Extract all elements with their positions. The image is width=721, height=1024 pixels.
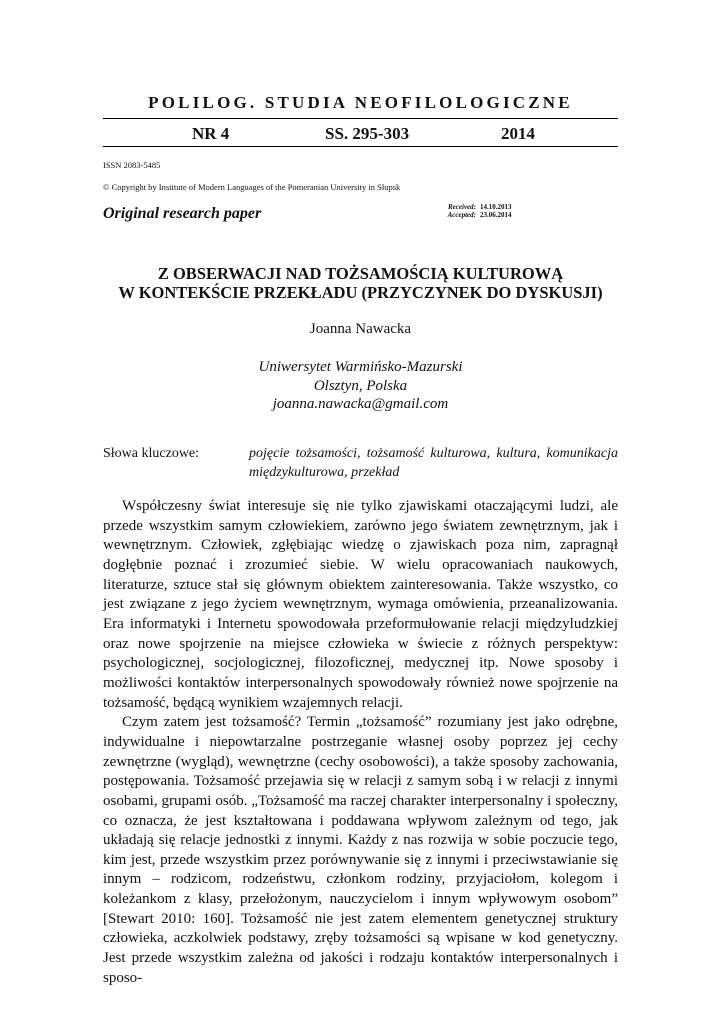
author-city: Olsztyn, Polska xyxy=(313,378,408,394)
header-rule-top xyxy=(103,118,618,119)
article-title-line-1: Z OBSERWACJI NAD TOŻSAMOŚCIĄ KULTUROWĄ xyxy=(157,264,564,283)
header-rule-bottom xyxy=(103,146,618,147)
copyright-notice: © Copyright by Institute of Modern Languages of the Pomeranian University in Słupsk xyxy=(103,182,401,192)
author-email: joanna.nawacka@gmail.com xyxy=(272,396,449,412)
accepted-date: 23.06.2014 xyxy=(480,211,512,219)
received-date: 14.10.2013 xyxy=(480,203,512,211)
accepted-label: Accepted: xyxy=(447,211,476,219)
article-title-line-2: W KONTEKŚCIE PRZEKŁADU (PRZYCZYNEK DO DYSKUSJI) xyxy=(118,283,603,302)
keywords-list: pojęcie tożsamości, tożsamość kulturowa, kultura, komunikacja międzykulturowa, przekład xyxy=(249,446,618,480)
keywords-label: Słowa kluczowe: xyxy=(103,446,200,461)
article-title xyxy=(0,264,721,302)
body-paragraph-2: Czym zatem jest tożsamość? Termin „tożsamość” rozumiany jest jako odrębne, indywidualne i niepowtarzalne postrzeganie własnej osoby poprzez jej cechy zewnętrzne (wygląd), wewnętrzne (cechy osobowości), a także sposoby zachowania, postępowania. Tożsamość przejawia się w relacji z samym sobą i w relacji z innymi osobami, grupami osób. „Tożsamość ma raczej charakter interpersonalny i społeczny, co oznacza, że jest kształtowana i poddawana wpływom zależnym od tego, jak układają się relacje jednostki z innymi. Każdy z nas rozwija w sobie poczucie tego, kim jest, przede wszystkim przez porównywanie się z innymi i przeciwstawianie się innym – rodzicom, rodzeństwu, członkom rodziny, przyjaciołom, kolegom i koleżankom z klasy, przełożonym, nauczycielom i innym wpływowym osobom” [Stewart 2010: 160]. Tożsamość nie jest zatem elementem genetycznej struktury człowieka, aczkolwiek podstawy, zręby tożsamości są wpisane w kod genetyczny. Jest przede wszystkim zależna od jakości i rodzaju kontaktów interpersonalnych i sposo- xyxy=(103,714,618,986)
issn: ISSN 2083-5485 xyxy=(103,160,161,170)
journal-issue: NR 4 xyxy=(192,124,230,143)
submission-dates xyxy=(443,203,512,219)
received-label: Received: xyxy=(448,203,476,211)
body-paragraph-1: Współczesny świat interesuje się nie tylko zjawiskami otaczającymi ludzi, ale przede wszystkim samym człowiekiem, zarówno jego światem zewnętrznym, jak i wewnętrznym. Człowiek, zgłębiając wiedzę o zjawiskach poza nim, zapragnął dogłębnie poznać i zrozumieć siebie. W wielu opracowaniach naukowych, literaturze, sztuce stał się głównym obiektem zainteresowania. Także wszystko, co jest związane z jego życiem wewnętrznym, wymaga omówienia, przeanalizowania. Era informatyki i Internetu spowodowała przeformułowanie relacji międzyludzkiej oraz nowe spojrzenie na miejsce człowieka w świecie z różnych perspektyw: psychologicznej, socjologicznej, filozoficznej, medycznej itp. Nowe sposoby i możliwości kontaktów interpersonalnych spowodowały również nowe spojrzenie na tożsamość, będącą wynikiem wzajemnych relacji. xyxy=(103,498,618,711)
journal-year: 2014 xyxy=(501,124,535,143)
paper-type: Original research paper xyxy=(103,205,262,222)
article-body xyxy=(103,497,618,988)
author-name: Joanna Nawacka xyxy=(309,321,412,337)
journal-pages: SS. 295-303 xyxy=(325,124,410,143)
journal-name: POLILOG. STUDIA NEOFILOLOGICZNE xyxy=(148,93,573,112)
author-affiliation: Uniwersytet Warmińsko-Mazurski xyxy=(258,359,463,375)
